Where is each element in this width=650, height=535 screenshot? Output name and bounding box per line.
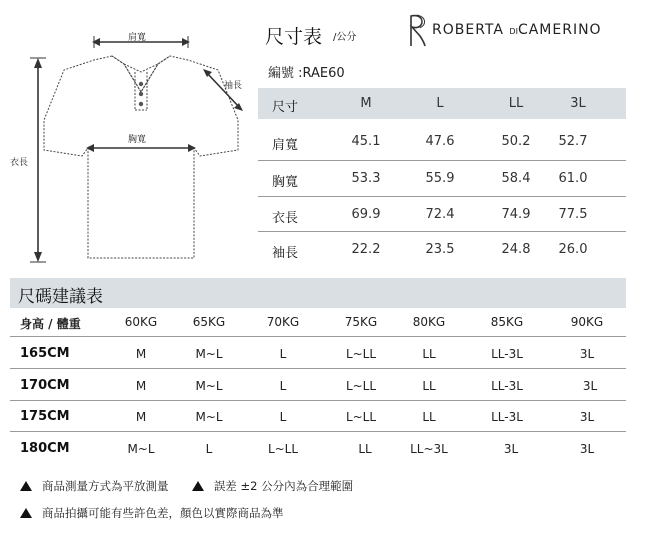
- height-row-header: 165CM: [20, 346, 70, 361]
- note-text: 商品拍攝可能有些許色差，顏色以實際商品為準: [42, 506, 284, 520]
- row-divider: [258, 160, 626, 161]
- size-cell: 45.1: [351, 134, 381, 149]
- recommend-cell: L~LL: [345, 410, 377, 424]
- size-cell: 77.5: [558, 207, 588, 222]
- recommend-cell: L: [205, 442, 213, 456]
- size-col-header: 3L: [570, 96, 586, 111]
- size-cell: 24.8: [501, 242, 531, 257]
- recommend-cell: LL: [422, 410, 436, 424]
- recommend-cell: M~L: [195, 379, 223, 393]
- size-header-label: 尺寸: [272, 100, 299, 115]
- size-row-label: 胸寬: [272, 175, 299, 190]
- size-cell: 26.0: [558, 242, 588, 257]
- length-label: 衣長: [10, 158, 29, 168]
- row-divider: [10, 400, 626, 401]
- triangle-bullet-icon: [20, 481, 32, 491]
- size-cell: 22.2: [351, 242, 381, 257]
- row-divider: [10, 431, 626, 432]
- row-divider: [10, 368, 626, 369]
- size-cell: 55.9: [425, 171, 455, 186]
- recommend-cell: M: [135, 347, 147, 361]
- recommend-cell: L: [279, 410, 287, 424]
- size-chart-unit: /公分: [333, 32, 357, 43]
- recommend-cell: M~L: [195, 410, 223, 424]
- weight-header: 70KG: [266, 315, 300, 329]
- weight-header: 90KG: [570, 315, 604, 329]
- recommend-cell: L~LL: [345, 347, 377, 361]
- recommend-cell: 3L: [579, 347, 595, 361]
- brand-name-first: ROBERTA: [432, 22, 504, 38]
- recommend-cell: M: [135, 379, 147, 393]
- note-line-2: [20, 505, 284, 521]
- row-divider: [258, 196, 626, 197]
- weight-header: 80KG: [412, 315, 446, 329]
- note-line-1: [20, 478, 353, 494]
- size-cell: 74.9: [501, 207, 531, 222]
- recommend-cell: 3L: [503, 442, 519, 456]
- recommend-cell: 3L: [579, 442, 595, 456]
- size-cell: 47.6: [425, 134, 455, 149]
- weight-header: 75KG: [344, 315, 378, 329]
- triangle-bullet-icon: [20, 508, 32, 518]
- size-cell: 61.0: [558, 171, 588, 186]
- size-col-header: M: [360, 96, 372, 111]
- recommend-corner-header: 身高 / 體重: [20, 317, 81, 331]
- brand-name: [432, 22, 602, 38]
- sleeve-label: 袖長: [224, 81, 243, 91]
- weight-header: 60KG: [124, 315, 158, 329]
- size-cell: 52.7: [558, 134, 588, 149]
- brand-name-di: DI: [509, 27, 518, 36]
- weight-header: 65KG: [192, 315, 226, 329]
- size-col-header: LL: [508, 96, 524, 111]
- garment-measurement-diagram: [0, 0, 260, 275]
- shoulder-label: 肩寬: [128, 33, 147, 43]
- size-col-header: L: [436, 96, 444, 111]
- size-cell: 23.5: [425, 242, 455, 257]
- size-chart-title: 尺寸表: [265, 26, 323, 48]
- chest-label: 胸寬: [128, 135, 147, 145]
- recommend-cell: M~L: [127, 442, 155, 456]
- row-divider: [10, 336, 626, 337]
- recommend-cell: LL: [422, 347, 436, 361]
- recommend-cell: LL: [358, 442, 372, 456]
- brand-logo-icon: [406, 12, 428, 48]
- recommend-cell: LL-3L: [491, 379, 523, 393]
- recommend-cell: L: [279, 347, 287, 361]
- height-row-header: 180CM: [20, 441, 70, 456]
- recommend-cell: LL~3L: [410, 442, 448, 456]
- size-row-label: 肩寬: [272, 138, 299, 153]
- recommend-cell: 3L: [579, 410, 595, 424]
- size-cell: 72.4: [425, 207, 455, 222]
- recommend-title: 尺碼建議表: [18, 287, 103, 307]
- size-cell: 50.2: [501, 134, 531, 149]
- recommend-cell: LL-3L: [491, 410, 523, 424]
- recommend-cell: L~LL: [267, 442, 299, 456]
- recommend-cell: LL: [422, 379, 436, 393]
- size-cell: 53.3: [351, 171, 381, 186]
- height-row-header: 175CM: [20, 409, 70, 424]
- size-cell: 58.4: [501, 171, 531, 186]
- recommend-cell: L~LL: [345, 379, 377, 393]
- row-divider: [258, 231, 626, 232]
- size-row-label: 袖長: [272, 246, 299, 261]
- brand-name-last: CAMERINO: [517, 22, 602, 38]
- recommend-cell: M~L: [195, 347, 223, 361]
- triangle-bullet-icon: [192, 481, 204, 491]
- recommend-cell: 3L: [582, 379, 598, 393]
- size-cell: 69.9: [351, 207, 381, 222]
- height-row-header: 170CM: [20, 378, 70, 393]
- note-text: 誤差 ±2 公分內為合理範圍: [213, 479, 354, 493]
- model-number: 編號 :RAE60: [268, 66, 345, 81]
- recommend-cell: L: [279, 379, 287, 393]
- size-row-label: 衣長: [272, 211, 299, 226]
- note-text: 商品測量方式為平放測量: [42, 479, 169, 493]
- recommend-cell: LL-3L: [491, 347, 523, 361]
- recommend-cell: M: [135, 410, 147, 424]
- weight-header: 85KG: [490, 315, 524, 329]
